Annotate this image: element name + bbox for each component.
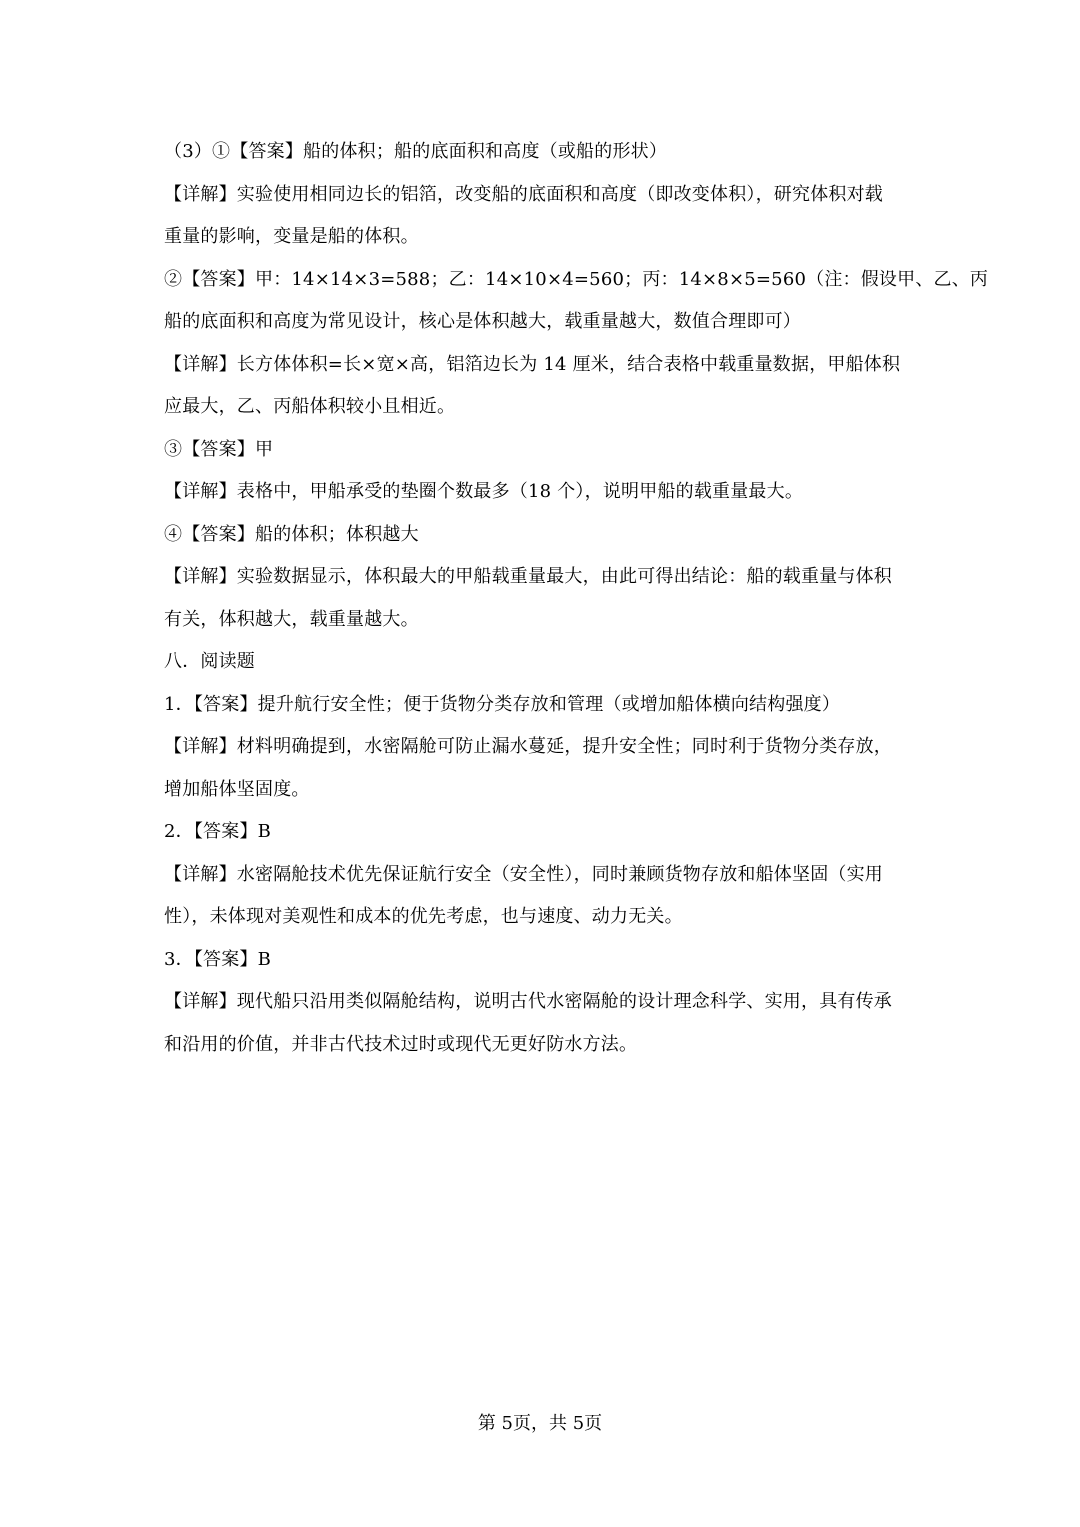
document-body [164,131,989,1066]
answer-line: 船的底面积和高度为常见设计，核心是体积越大，载重量越大，数值合理即可） [164,311,801,332]
explanation-line: 【详解】水密隔舱技术优先保证航行安全（安全性），同时兼顾货物存放和船体坚固（实用 [164,863,883,885]
explanation-line: 重量的影响，变量是船的体积。 [164,226,419,247]
explanation-line: 【详解】实验数据显示，体积最大的甲船载重量最大，由此可得出结论：船的载重量与体积 [164,566,892,587]
answer-line-q3-3: ③【答案】甲 [164,438,274,460]
answer-line-reading-1: 1．【答案】提升航行安全性；便于货物分类存放和管理（或增加船体横向结构强度） [164,693,841,715]
explanation-line: 【详解】现代船只沿用类似隔舱结构，说明古代水密隔舱的设计理念科学、实用，具有传承 [164,991,892,1012]
explanation-line: 【详解】表格中，甲船承受的垫圈个数最多（18 个），说明甲船的载重量最大。 [164,481,804,502]
page-number-footer: 第 5页，共 5页 [477,1413,603,1434]
explanation-line: 增加船体坚固度。 [164,778,310,800]
explanation-line: 【详解】长方体体积=长×宽×高，铝箔边长为 14 厘米，结合表格中载重量数据，甲船体积 [164,353,901,375]
explanation-line: 【详解】实验使用相同边长的铝箔，改变船的底面积和高度（即改变体积），研究体积对载 [164,183,883,205]
answer-line-q3-4: ④【答案】船的体积；体积越大 [164,523,419,545]
explanation-line: 【详解】材料明确提到，水密隔舱可防止漏水蔓延，提升安全性；同时利于货物分类存放， [164,736,892,757]
answer-line-reading-3: 3．【答案】B [164,948,272,970]
answer-line-q3-2: ②【答案】甲：14×14×3=588；乙：14×10×4=560；丙：14×8×5=560（注：假设甲、乙、丙 [164,268,989,290]
explanation-line: 应最大，乙、丙船体积较小且相近。 [164,396,456,417]
section-heading: 八．阅读题 [164,651,255,672]
explanation-line: 有关，体积越大，载重量越大。 [164,608,419,630]
answer-line-reading-2: 2．【答案】B [164,821,272,842]
explanation-line: 性），未体现对美观性和成本的优先考虑，也与速度、动力无关。 [164,906,683,927]
answer-line-q3-1: （3）①【答案】船的体积；船的底面积和高度（或船的形状） [164,141,668,162]
explanation-line: 和沿用的价值，并非古代技术过时或现代无更好防水方法。 [164,1033,638,1055]
